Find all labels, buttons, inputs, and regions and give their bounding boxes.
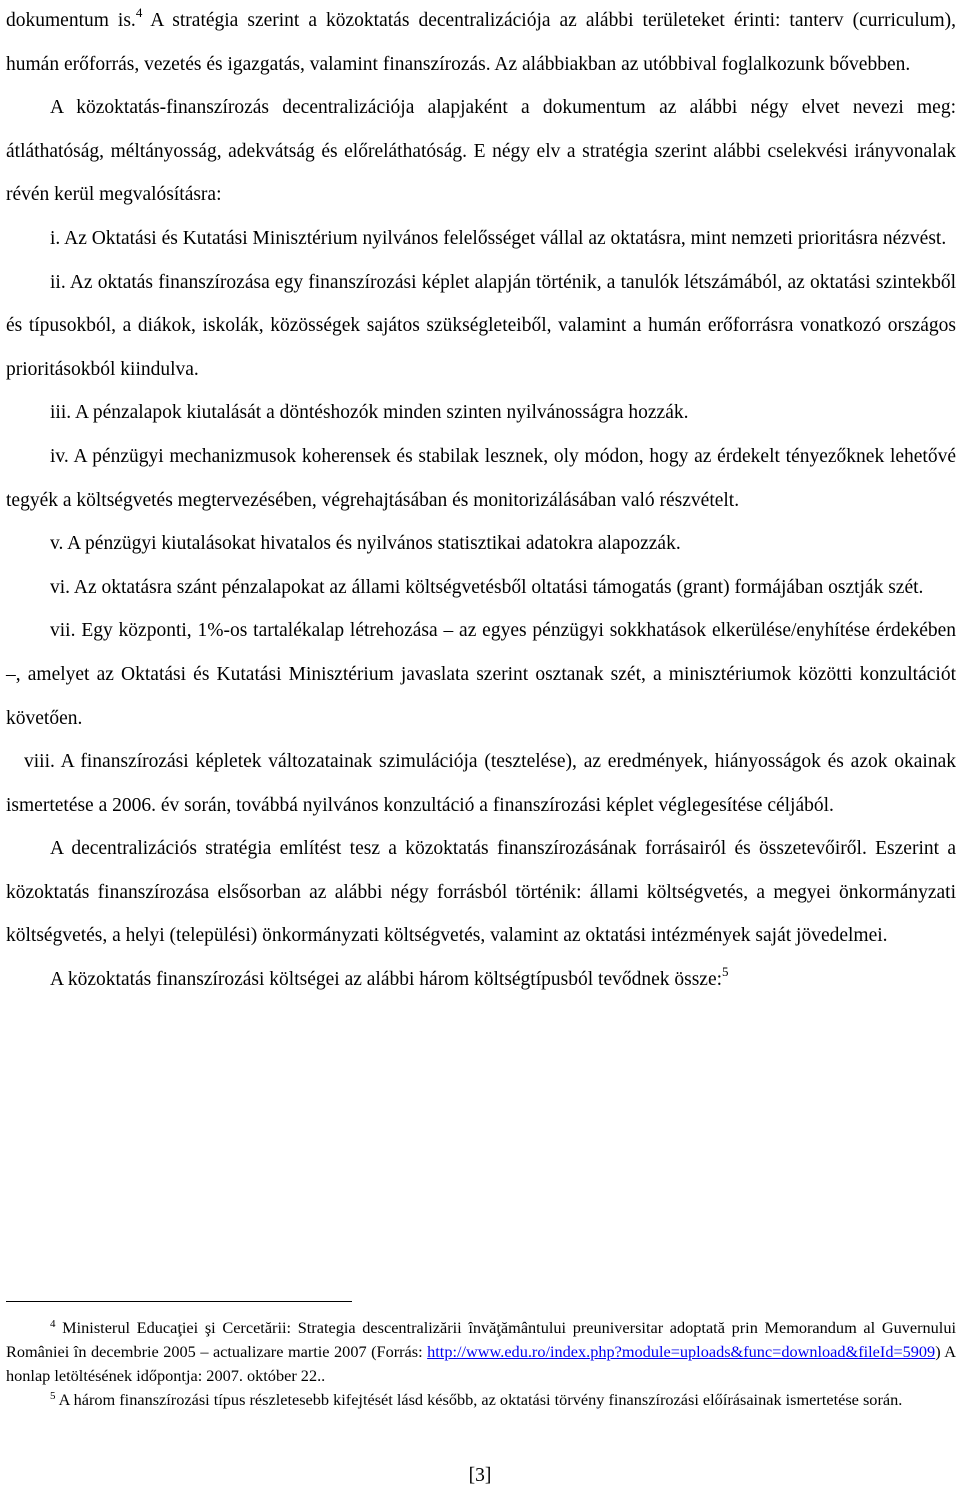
footnote-4-link[interactable]: http://www.edu.ro/index.php?module=uploads&func=download&fileId=5909: [427, 1342, 936, 1361]
footnote-ref-5[interactable]: 5: [722, 964, 729, 980]
paragraph-principles: A közoktatás-finanszírozás decentralizációja alapjaként a dokumentum az alábbi négy elvet nevezi meg: átláthatóság, méltányosság, adekvátság és előreláthatóság. E négy elv a stratégia szerint alábbi cselekvési irányvonalak révén kerül megvalósításra:: [6, 97, 956, 206]
action-line-text: Az oktatásra szánt pénzalapokat az állami költségvetésből oltatási támogatás (grant) formájában osztják szét.: [73, 576, 924, 598]
footnote-ref-4[interactable]: 4: [135, 5, 143, 20]
footnote-5: [6, 1388, 956, 1412]
paragraph-cost-types: [6, 958, 956, 1002]
document-page: [6, 0, 956, 1002]
action-line-number: vi.: [50, 576, 71, 598]
action-line-item: [6, 435, 956, 522]
action-line-number: v.: [50, 533, 64, 555]
paragraph-sources: A decentralizációs stratégia említést tesz a közoktatás finanszírozásának forrásairól és összetevőiről. Eszerint a közoktatás finanszírozása elsősorban az alábbi négy forrásból történik: állami költségvetés, a megyei önkormányzati költségvetés, a helyi (települési) önkormányzati költségvetés, valamint az oktatási intézmények saját jövedelmei.: [6, 838, 956, 947]
action-lines-list: [6, 217, 956, 827]
action-line-item: [6, 522, 956, 566]
footnote-5-text: A három finanszírozási típus részletesebb kifejtését lásd később, az oktatási törvény finanszírozási előírásainak ismertetése során.: [55, 1390, 903, 1409]
paragraph-intro: [6, 0, 956, 86]
action-line-text: A pénzalapok kiutalását a döntéshozók minden szinten nyilvánosságra hozzák.: [74, 402, 689, 424]
footnote-5-number: 5: [50, 1390, 56, 1402]
action-line-number: ii.: [50, 271, 66, 293]
action-line-text: A pénzügyi kiutalásokat hivatalos és nyilvános statisztikai adatokra alapozzák.: [67, 533, 681, 555]
action-line-number: iii.: [50, 402, 72, 424]
action-line-item: [6, 566, 956, 610]
action-line-text: Az Oktatási és Kutatási Minisztérium nyilvános felelősséget vállal az oktatásra, mint nemzeti prioritásra nézvést.: [64, 227, 947, 249]
paragraph-cost-types-text: A közoktatás finanszírozási költségei az alábbi három költségtípusból tevődnek össze:: [50, 969, 723, 991]
action-line-item: [6, 217, 956, 261]
action-line-text: Az oktatás finanszírozása egy finanszírozási képlet alapján történik, a tanulók létszámából, az oktatási szintekből és típusokból, a diákok, iskolák, közösségek sajátos szükségleteiből, valamint a humán erőforrásra vonatkozó országos prioritásokból kiindulva.: [6, 271, 956, 380]
footnotes: [6, 1316, 956, 1412]
footnote-4-number: 4: [50, 1318, 56, 1330]
page-number: [3]: [468, 1465, 492, 1486]
action-line-item: [6, 740, 956, 827]
footnote-4: [6, 1316, 956, 1388]
action-line-text: A finanszírozási képletek változatainak szimulációja (tesztelése), az eredmények, hiányosságok és azok okainak ismertetése a 2006. év során, továbbá nyilvános konzultáció a finanszírozási képlet véglegesítése céljából.: [6, 751, 956, 816]
action-line-item: [6, 609, 956, 740]
action-line-number: viii.: [24, 751, 55, 773]
action-line-item: [6, 391, 956, 435]
paragraph-intro-text-b: A stratégia szerint a közoktatás decentralizációja az alábbi területeket érinti: tanterv (curriculum), humán erőforrás, vezetés és igazgatás, valamint finanszírozás. Az alábbiakban az utóbbival foglalkozunk bővebben.: [6, 10, 956, 75]
action-line-number: iv.: [50, 445, 69, 467]
action-line-number: vii.: [50, 620, 76, 642]
action-line-text: Egy központi, 1%-os tartalékalap létrehozása – az egyes pénzügyi sokkhatások elkerülése/enyhítése érdekében –, amelyet az Oktatási és Kutatási Minisztérium javaslata szerint osztanak szét, a minisztériumok közötti konzultációt követően.: [6, 620, 957, 729]
footnote-4-text-b: ) A honlap letöltésének időpontja: 2007. október 22..: [6, 1342, 956, 1385]
action-line-number: i.: [50, 227, 61, 249]
paragraph-intro-text-a: dokumentum is.: [6, 10, 136, 31]
action-line-item: [6, 261, 956, 392]
action-line-text: A pénzügyi mechanizmusok koherensek és stabilak lesznek, oly módon, hogy az érdekelt tényezőknek lehetővé tegyék a költségvetés megtervezésében, végrehajtásában és monitorizálásában való részvételt.: [6, 445, 956, 511]
footnote-separator: [6, 1301, 352, 1302]
footnote-4-text-a: Ministerul Educaţiei şi Cercetării: Strategia descentralizării învăţământului preuniversitar adoptată prin Memorandum al Guvernului României în decembrie 2005 – actualizare martie 2007 (Forrás:: [6, 1318, 956, 1361]
